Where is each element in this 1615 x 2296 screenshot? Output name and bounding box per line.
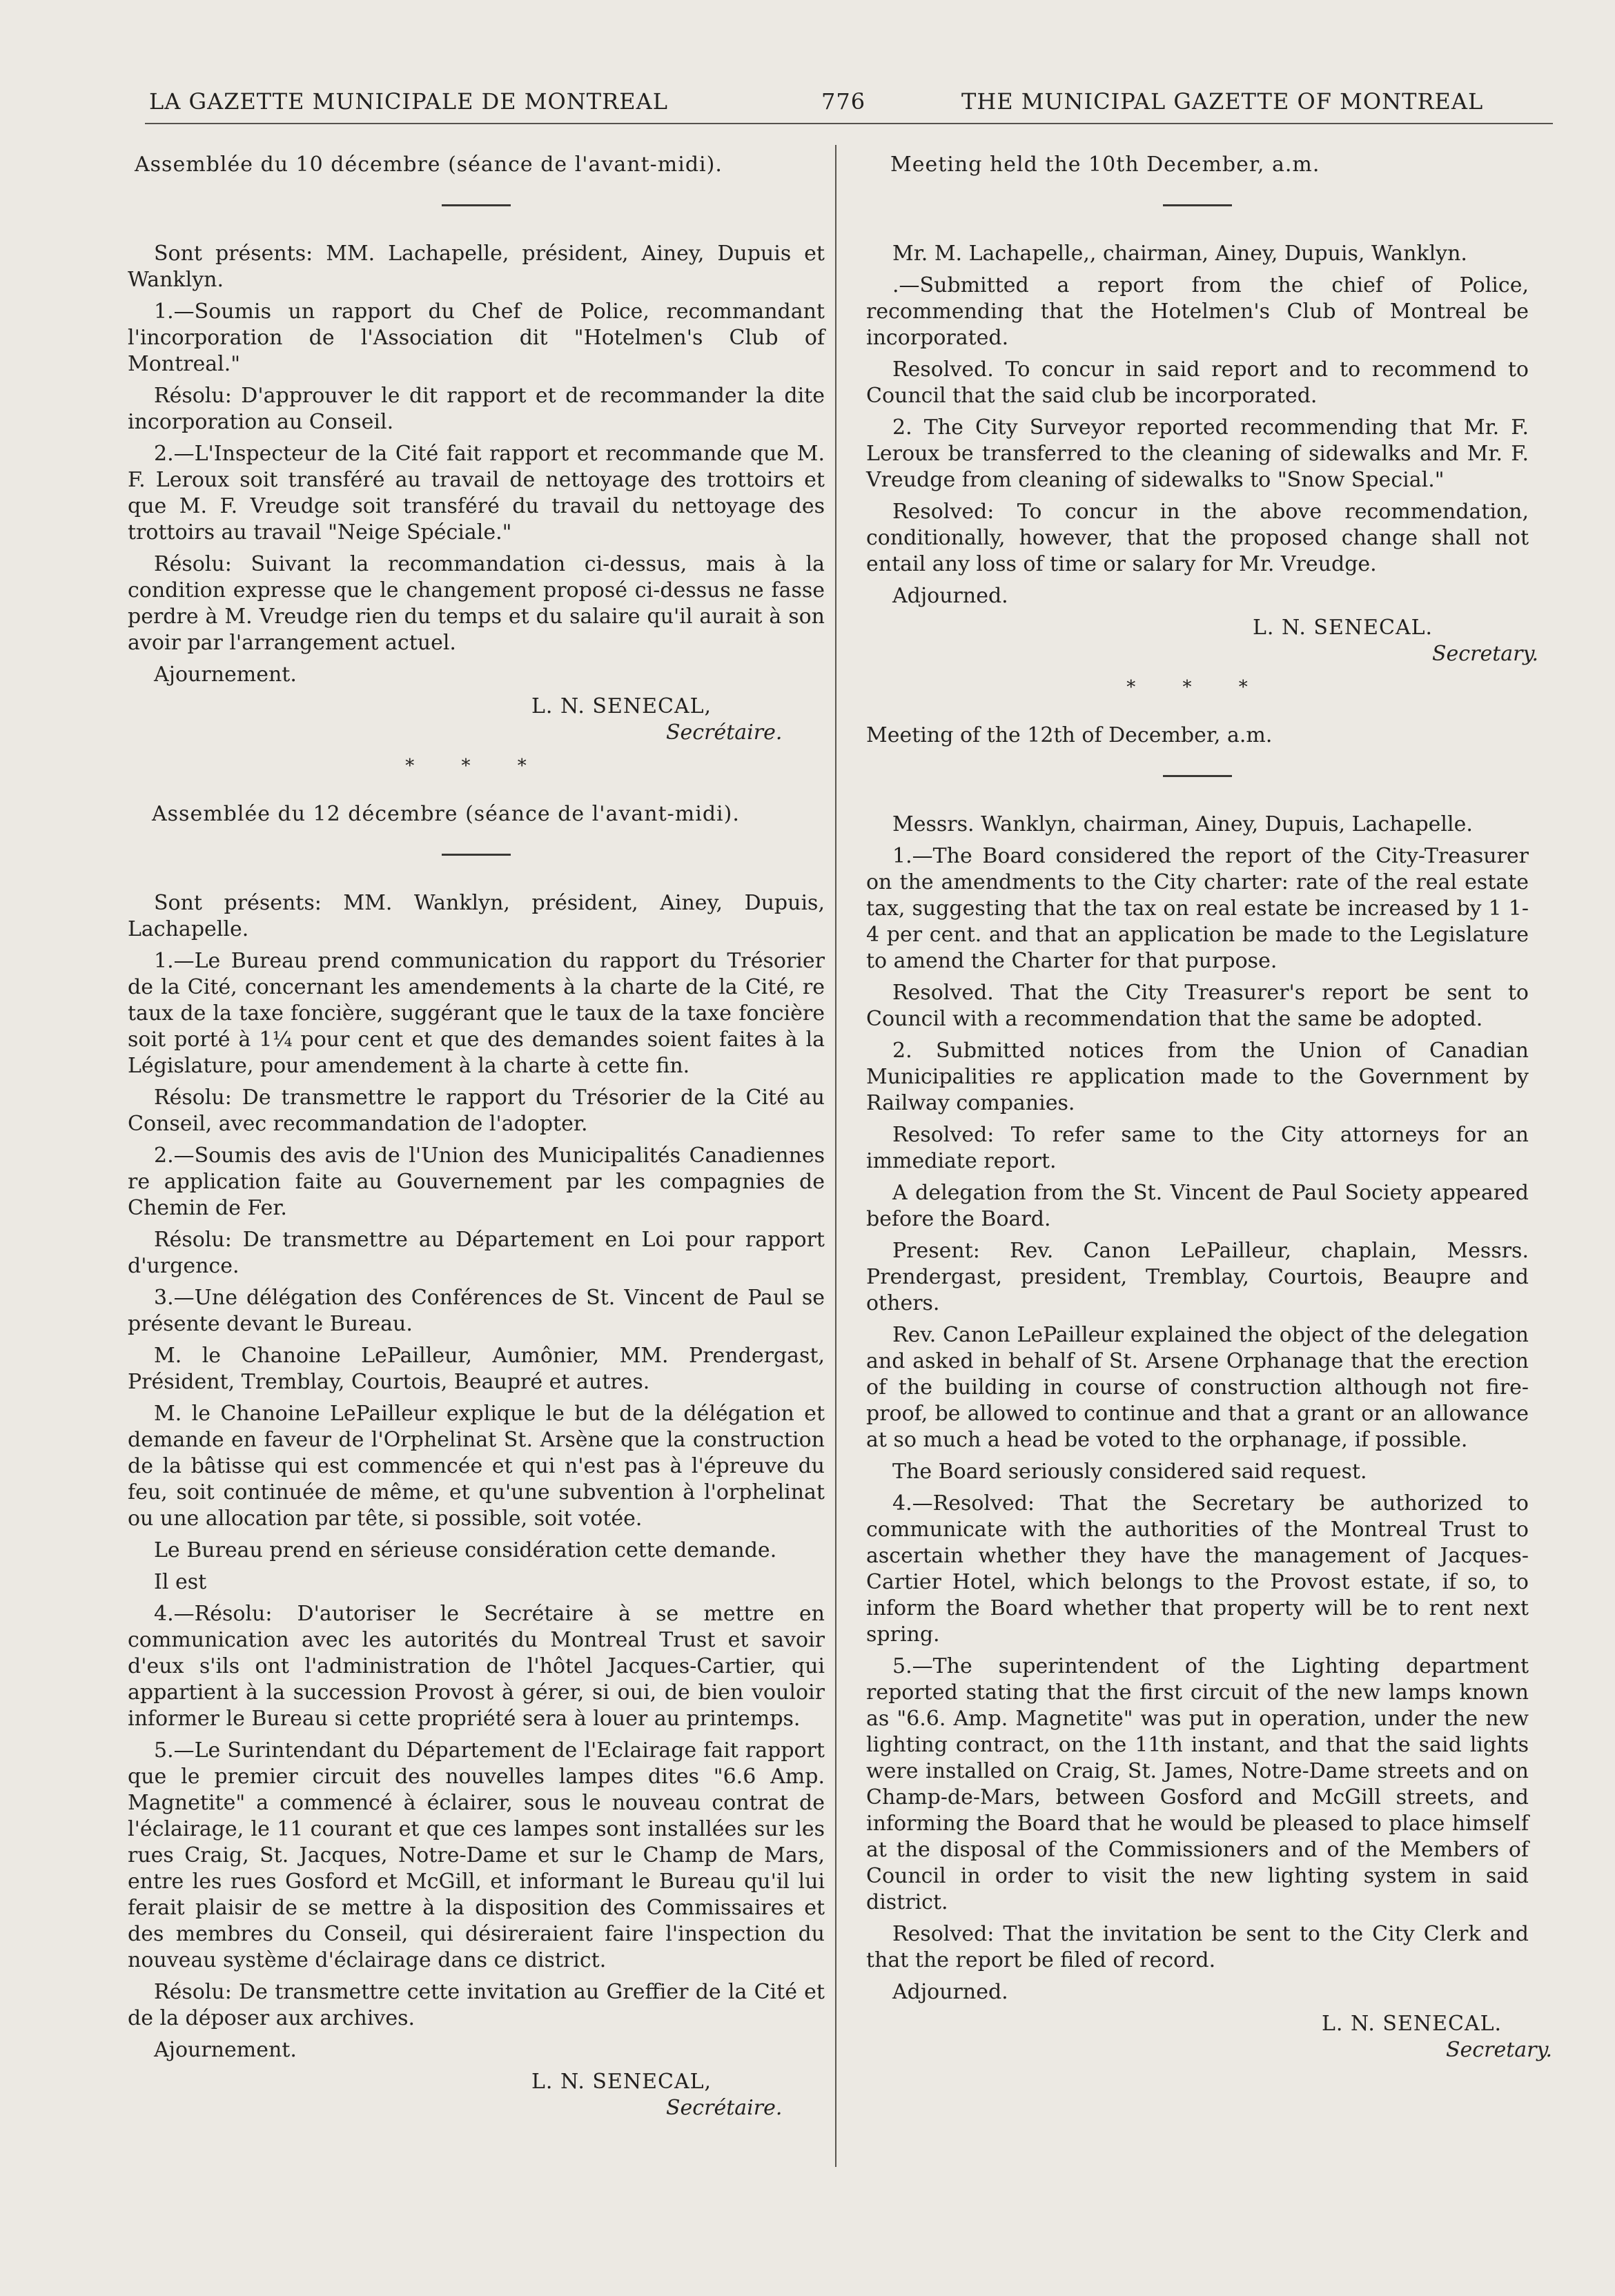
signature-name: L. N. SENECAL. [1322,2012,1503,2036]
meeting2-res2-fr: Résolu: De transmettre au Département en Loi pour rapport d'urgence. [128,1228,825,1278]
signature-title: Secretary. [1446,2038,1552,2062]
signature-en-1 [866,615,1538,667]
meeting2-item3c-en: Rev. Canon LePailleur explained the object of the delegation and asked in behalf of St. Arsene Orphanage that the erection of the building in course of construction although not fire-proof, be allowed to continue and that a grant or an allowance at so much a head be voted to the orphanage, if possible. [866,1323,1529,1452]
meeting2-res1-fr: Résolu: De transmettre le rapport du Trésorier de la Cité au Conseil, avec recommandation de l'adopter. [128,1086,825,1136]
meeting2-item4-fr: 4.—Résolu: D'autoriser le Secrétaire à se mettre en communication avec les autorités du Montreal Trust et savoir d'eux s'ils ont l'administration de l'hôtel Jacques-Cartier, qui appartient à la succession Provost à gérer, si oui, de bien vouloir informer le Bureau si cette propriété sera à louer au printemps. [128,1602,825,1731]
meeting2-title-en: Meeting of the 12th of December, a.m. [866,723,1273,747]
meeting1-title-fr: Assemblée du 10 décembre (séance de l'avant-midi). [135,153,723,177]
meeting2-res5-en: Resolved: That the invitation be sent to the City Clerk and that the report be filed of record. [866,1922,1529,1972]
signature-name: L. N. SENECAL. [1253,616,1433,640]
separator-rule [1163,204,1232,206]
meeting2-item3-en: A delegation from the St. Vincent de Paul Society appeared before the Board. [866,1181,1529,1231]
meeting2-present-en: Messrs. Wanklyn, chairman, Ainey, Dupuis, Lachapelle. [892,812,1473,836]
meeting2-item5-en: 5.—The superintendent of the Lighting department reported stating that the first circuit of the new lamps known as "6.6. Amp. Magnetite" was put in operation, under the new lighting contract, on the 11th instant, and that the said lights were installed on Craig, St. James, Notre-Dame streets and on Champ-de-Mars, between Gosford and McGill streets, and informing the Board that he would be pleased to place himself at the disposal of the Commissioners and of the Members of Council in order to visit the new lighting system in said district. [866,1654,1529,1914]
meeting2-item3b-en: Present: Rev. Canon LePailleur, chaplain, Messrs. Prendergast, president, Tremblay, Courtois, Beaupre and others. [866,1239,1529,1315]
signature-fr-1 [128,694,825,746]
signature-name: L. N. SENECAL, [531,694,712,718]
meeting2-item3e-fr: Il est [154,1570,207,1594]
meeting2-present-fr: Sont présents: MM. Wanklyn, président, Ainey, Dupuis, Lachapelle. [128,891,825,941]
english-column [866,152,1552,2063]
section-stars: * * * [405,756,547,776]
meeting2-item3-fr: 3.—Une délégation des Conférences de St. Vincent de Paul se présente devant le Bureau. [128,1286,825,1336]
column-divider [835,145,836,2167]
meeting1-item2-fr: 2.—L'Inspecteur de la Cité fait rapport et recommande que M. F. Leroux soit transféré au travail de nettoyage des trottoirs et que M. F. Vreudge soit transféré du travail du nettoyage des trottoirs au travail "Neige Spéciale." [128,442,825,544]
meeting2-item1-en: 1.—The Board considered the report of the City-Treasurer on the amendments to the City charter: rate of the real estate tax, suggesting that the tax on real estate be increased by 1 1-4 per cent. and that an application be made to the Legislature to amend the Charter for that purpose. [866,844,1529,973]
meeting1-item1-en: .—Submitted a report from the chief of Police, recommending that the Hotelmen's Club of Montreal be incorporated. [866,273,1529,350]
meeting2-item2-fr: 2.—Soumis des avis de l'Union des Municipalités Canadiennes re application faite au Gouvernement par les compagnies de Chemin de Fer. [128,1144,825,1220]
meeting1-res2-en: Resolved: To concur in the above recommendation, conditionally, however, that the proposed change shall not entail any loss of time or salary for Mr. Vreudge. [866,500,1529,576]
signature-fr-2 [128,2069,825,2121]
meeting2-item1-fr: 1.—Le Bureau prend communication du rapport du Trésorier de la Cité, concernant les amendements à la charte de la Cité, re taux de la taxe foncière, suggérant que le taux de la taxe foncière soit porté à 1¼ pour cent et que des demandes soient faites à la Législature, pour amendement à la charte à cette fin. [128,949,825,1078]
meeting2-res1-en: Resolved. That the City Treasurer's report be sent to Council with a recommendation that the same be adopted. [866,981,1529,1031]
meeting2-item3d-fr: Le Bureau prend en sérieuse considération cette demande. [154,1538,777,1562]
meeting1-item1-fr: 1.—Soumis un rapport du Chef de Police, recommandant l'incorporation de l'Association dit "Hotelmen's Club of Montreal." [128,300,825,376]
meeting2-item3c-fr: M. le Chanoine LePailleur explique le but de la délégation et demande en faveur de l'Orphelinat St. Arsène que la construction de la bâtisse qui est commencée et qui n'est pas à l'épreuve du feu, soit continuée de même, et qu'une subvention à l'orphelinat ou une allocation par tête, si possible, soit votée. [128,1402,825,1531]
signature-title: Secrétaire. [666,720,783,745]
signature-en-2 [866,2011,1552,2063]
french-column [128,152,825,2121]
separator-rule [1163,775,1232,777]
meeting2-title-fr: Assemblée du 12 décembre (séance de l'avant-midi). [152,802,740,826]
meeting2-item3b-fr: M. le Chanoine LePailleur, Aumônier, MM. Prendergast, Président, Tremblay, Courtois, Beaupré et autres. [128,1344,825,1394]
separator-rule [442,204,511,206]
meeting1-res1-fr: Résolu: D'approuver le dit rapport et de recommander la dite incorporation au Conseil. [128,384,825,434]
meeting1-title-en: Meeting held the 10th December, a.m. [890,153,1320,177]
meeting2-adjourn-en: Adjourned. [892,1980,1008,2004]
meeting1-item2-en: 2. The City Surveyor reported recommending that Mr. F. Leroux be transferred to the cleaning of sidewalks and Mr. F. Vreudge from cleaning of sidewalks to "Snow Special." [866,415,1529,492]
meeting1-adjourn-en: Adjourned. [892,584,1008,608]
meeting2-item5-fr: 5.—Le Surintendant du Département de l'Eclairage fait rapport que le premier circuit des nouvelles lampes dites "6.6 Amp. Magnetite" a commencé à éclairer, sous le nouveau contrat de l'éclairage, le 11 courant et que ces lampes sont installées sur les rues Craig, St. Jacques, Notre-Dame et sur le Champ de Mars, entre les rues Gosford et McGill, et informant le Bureau qu'il lui ferait plaisir de se mettre à la disposition des Commissaires et des membres du Conseil, qui désireraient faire l'inspection du nouveau système d'éclairage dans ce district. [128,1738,825,1972]
section-stars: * * * [1126,677,1269,698]
page-number: 776 [821,88,866,115]
signature-name: L. N. SENECAL, [531,2070,712,2094]
signature-title: Secretary. [1432,642,1538,666]
meeting2-item3d-en: The Board seriously considered said request. [892,1460,1367,1484]
meeting1-res1-en: Resolved. To concur in said report and to recommend to Council that the said club be incorporated. [866,357,1529,408]
meeting2-res2-en: Resolved: To refer same to the City attorneys for an immediate report. [866,1123,1529,1173]
meeting1-present-en: Mr. M. Lachapelle,, chairman, Ainey, Dupuis, Wanklyn. [892,242,1467,266]
header-rule [145,123,1553,124]
meeting1-res2-fr: Résolu: Suivant la recommandation ci-dessus, mais à la condition expresse que le changement proposé ci-dessus ne fasse perdre à M. Vreudge rien du temps et du salaire qu'il aurait à son avoir par l'arrangement actuel. [128,552,825,655]
meeting1-present-fr: Sont présents: MM. Lachapelle, président, Ainey, Dupuis et Wanklyn. [128,242,825,292]
meeting2-adjourn-fr: Ajournement. [154,2038,297,2062]
meeting2-item4-en: 4.—Resolved: That the Secretary be authorized to communicate with the authorities of the Montreal Trust to ascertain whether they have the management of Jacques-Cartier Hotel, which belongs to the Provost estate, if so, to inform the Board whether that property will be to rent next spring. [866,1491,1529,1647]
separator-rule [442,854,511,856]
meeting2-item2-en: 2. Submitted notices from the Union of Canadian Municipalities re application made to the Government by Railway companies. [866,1039,1529,1115]
meeting1-adjourn-fr: Ajournement. [154,663,297,687]
signature-title: Secrétaire. [666,2096,783,2120]
header-english-title: THE MUNICIPAL GAZETTE OF MONTREAL [961,88,1484,115]
meeting2-res5-fr: Résolu: De transmettre cette invitation au Greffier de la Cité et de la déposer aux archives. [128,1980,825,2030]
header-french-title: LA GAZETTE MUNICIPALE DE MONTREAL [149,88,668,115]
